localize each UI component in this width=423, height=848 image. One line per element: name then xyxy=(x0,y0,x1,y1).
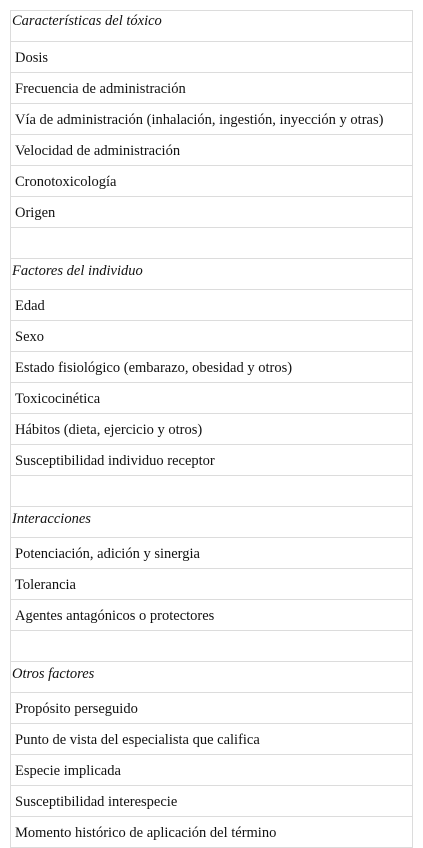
section-header xyxy=(10,662,413,693)
row-text: Vía de administración (inhalación, ingestión, inyección y otras) xyxy=(15,111,384,128)
row-text: Hábitos (dieta, ejercicio y otros) xyxy=(15,421,203,438)
table-row xyxy=(10,197,413,228)
row-text: Punto de vista del especialista que califica xyxy=(15,731,260,748)
table-row xyxy=(10,135,413,166)
table-row xyxy=(10,321,413,352)
row-text: Susceptibilidad interespecie xyxy=(15,793,178,810)
row-text: Sexo xyxy=(15,328,44,345)
table-row xyxy=(10,724,413,755)
row-text: Propósito perseguido xyxy=(15,700,138,717)
row-text: Tolerancia xyxy=(15,576,76,593)
table-row xyxy=(10,166,413,197)
row-text: Dosis xyxy=(15,49,49,66)
section-title: Interacciones xyxy=(12,510,91,527)
row-text: Potenciación, adición y sinergia xyxy=(15,545,200,562)
row-text: Agentes antagónicos o protectores xyxy=(15,607,215,624)
table-row xyxy=(10,569,413,600)
table-row xyxy=(10,693,413,724)
table-row xyxy=(10,786,413,817)
row-text: Estado fisiológico (embarazo, obesidad y otros) xyxy=(15,359,293,376)
empty-row xyxy=(10,631,413,662)
factors-table xyxy=(10,10,413,848)
section-header xyxy=(10,507,413,538)
table-row xyxy=(10,817,413,848)
table-row xyxy=(10,414,413,445)
table-row xyxy=(10,42,413,73)
section-header xyxy=(10,259,413,290)
table-row xyxy=(10,104,413,135)
row-text: Frecuencia de administración xyxy=(15,80,186,97)
table-row xyxy=(10,383,413,414)
row-text: Susceptibilidad individuo receptor xyxy=(15,452,215,469)
table-row xyxy=(10,445,413,476)
table-row xyxy=(10,352,413,383)
row-text: Toxicocinética xyxy=(15,390,101,407)
section-header xyxy=(10,11,413,42)
section-title: Características del tóxico xyxy=(12,12,162,29)
row-text: Momento histórico de aplicación del término xyxy=(15,824,277,841)
section-title: Otros factores xyxy=(12,665,95,682)
empty-row xyxy=(10,476,413,507)
row-text: Especie implicada xyxy=(15,762,121,779)
row-text: Cronotoxicología xyxy=(15,173,117,190)
row-text: Origen xyxy=(15,204,56,221)
table-row xyxy=(10,755,413,786)
row-text: Velocidad de administración xyxy=(15,142,181,159)
section-title: Factores del individuo xyxy=(12,262,143,279)
empty-row xyxy=(10,228,413,259)
table-row xyxy=(10,538,413,569)
table-row xyxy=(10,290,413,321)
table-row xyxy=(10,600,413,631)
table-row xyxy=(10,73,413,104)
row-text: Edad xyxy=(15,297,45,314)
